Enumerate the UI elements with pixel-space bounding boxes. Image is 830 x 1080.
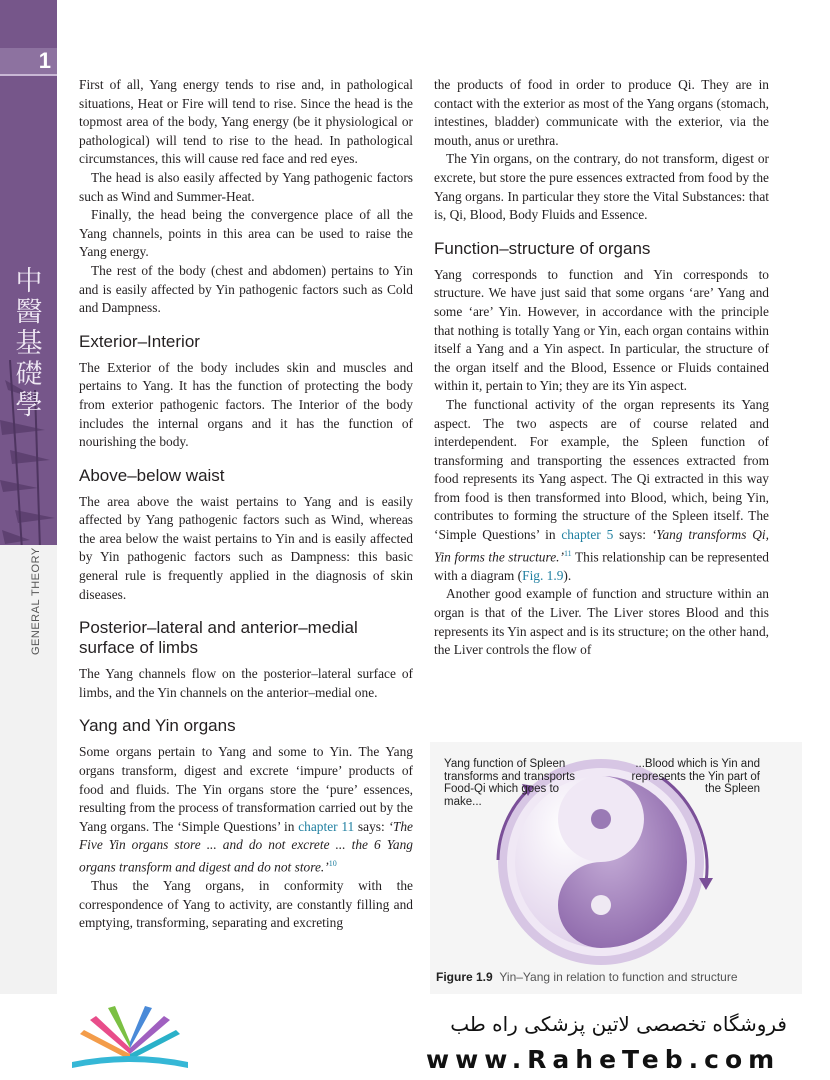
paragraph: the products of food in order to produce Qi. They are in contact with the exterior as most of the Yang organs (stomach, intestines, bladder) communicate with the exterior, via the mouth, anus or urethra. [434,77,769,148]
paragraph: Another good example of function and structure within an organ is that of the Liver. The Liver stores Blood and this represents its Yin aspect and is its structure; on the other hand, the Liver controls the flow of [434,586,769,658]
store-name-persian: فروشگاه تخصصی لاتین پزشکی راه طب [450,1012,787,1036]
open-book-logo-icon [70,1002,190,1072]
text: The functional activity of the organ represents its Yang aspect. The two aspects are of course related and interdependent. For example, the Spleen function of transforming and transporting the essences extracted from food represents its Yang aspect. The Qi extracted in this way from food is then transformed into Blood, which, being Yin, contributes to forming the structure of the Spleen itself. The ‘Simple Questions’ in [434,396,769,543]
text: says: [354,818,389,834]
paragraph: Finally, the head being the convergence place of all the Yang channels, points in this area can be used to raise the Yang energy. [79,207,413,260]
cjk-title: 中醫基礎學 [15,266,43,421]
paragraph: The head is also easily affected by Yang pathogenic factors such as Wind and Summer-Heat. [79,169,413,204]
yang-dot [591,895,611,915]
quote: ‘The Five Yin organs store ... and do not excrete ... the 6 Yang organs transform and digest and do not store.’ [79,818,413,875]
heading-function-structure: Function–structure of organs [434,238,651,258]
figure-number: Figure 1.9 [436,970,493,984]
paragraph: Thus the Yang organs, in conformity with the correspondence of Yang to activity, are constantly filling and emptying, transforming, separating and excreting [79,878,413,931]
figure-1-9-link[interactable]: Fig. 1.9 [522,567,564,583]
heading-exterior-interior: Exterior–Interior [79,331,200,351]
figure-caption-text: Yin–Yang in relation to function and structure [499,970,738,984]
yin-dot [591,809,611,829]
figure-label-right: ...Blood which is Yin and represents the Yin part of the Spleen [631,758,760,795]
paragraph: The Yang channels flow on the posterior–lateral surface of limbs, and the Yin channels on the anterior–medial one. [79,666,413,700]
heading-yang-yin-organs: Yang and Yin organs [79,716,236,736]
text: says: [613,527,652,543]
sidebar [0,0,57,1000]
chapter-5-link[interactable]: chapter 5 [561,527,614,543]
paragraph: First of all, Yang energy tends to rise and, in pathological situations, Heat or Fire will tend to rise. Since the head is the topmost area of the body, Yang energy (be it physiological or pathological) will tend to rise to the head. In pathological circumstances, this will cause red face and red eyes. [79,77,413,167]
figure-1-9 [430,742,802,994]
paragraph: The Exterior of the body includes skin and muscles and pertains to Yang. It has the function of protecting the body from exterior pathogenic factors. The Interior of the body includes the internal organs and it has the function of nourishing the body. [79,359,413,450]
website-url[interactable]: www.RaheTeb.com [426,1045,781,1074]
chapter-number: 1 [0,48,57,74]
chapter-divider [0,74,57,76]
paragraph: The rest of the body (chest and abdomen) pertains to Yin and is easily affected by Yin pathogenic factors such as Cold and Dampness. [79,262,413,316]
right-column [434,76,769,660]
reference-11[interactable]: 11 [563,548,572,558]
paragraph: The area above the waist pertains to Yang and is easily affected by Yang pathogenic factors such as Wind, whereas the area below the waist pertains to Yin and is easily affected by Yin pathogenic factors such as Dampness: this basic general rule is frequently applied in the diagnosis of skin diseases. [79,493,413,602]
heading-above-below-waist: Above–below waist [79,465,225,485]
paragraph [434,396,769,585]
heading-limbs: Posterior–lateral and anterior–medial surface of limbs [79,618,358,658]
reference-10[interactable]: 10 [328,859,337,868]
left-column [79,76,413,933]
text: Some organs pertain to Yang and some to Yin. The Yang organs transform, digest and excrete ‘impure’ products of food and fluids. The Yin organs store the ‘pure’ essences, resulting from the process of transformation carried out by the Yang organs. The ‘Simple Questions’ in [79,744,413,834]
text: This relationship can be represented with a diagram ( [434,549,769,583]
sidebar-light-band [0,545,57,1000]
figure-label-left: Yang function of Spleen transforms and transports Food-Qi which goes to make... [444,758,576,808]
chapter-11-link[interactable]: chapter 11 [298,818,355,834]
paragraph [79,743,413,877]
quote: ‘Yang transforms Qi, Yin forms the structure.’ [434,527,769,565]
text: ). [563,567,572,583]
figure-caption [436,970,738,984]
paragraph: Yang corresponds to function and Yin corresponds to structure. We have just said that some organs ‘are’ Yang and some ‘are’ Yin. However, in accordance with the principle that nothing is totally Yang or Yin, each organ contains within itself a Yang and a Yin aspect. In particular, the structure of the organ itself and the Blood, Essence or Fluids contained within it, pertain to Yin; they are its Yin aspect. [434,266,769,394]
section-label: GENERAL THEORY [30,547,42,655]
paragraph: The Yin organs, on the contrary, do not transform, digest or excrete, but store the pure essences extracted from food by the Yang organs. In particular they store the Vital Substances: that is, Qi, Blood, Body Fluids and Essence. [434,151,769,223]
